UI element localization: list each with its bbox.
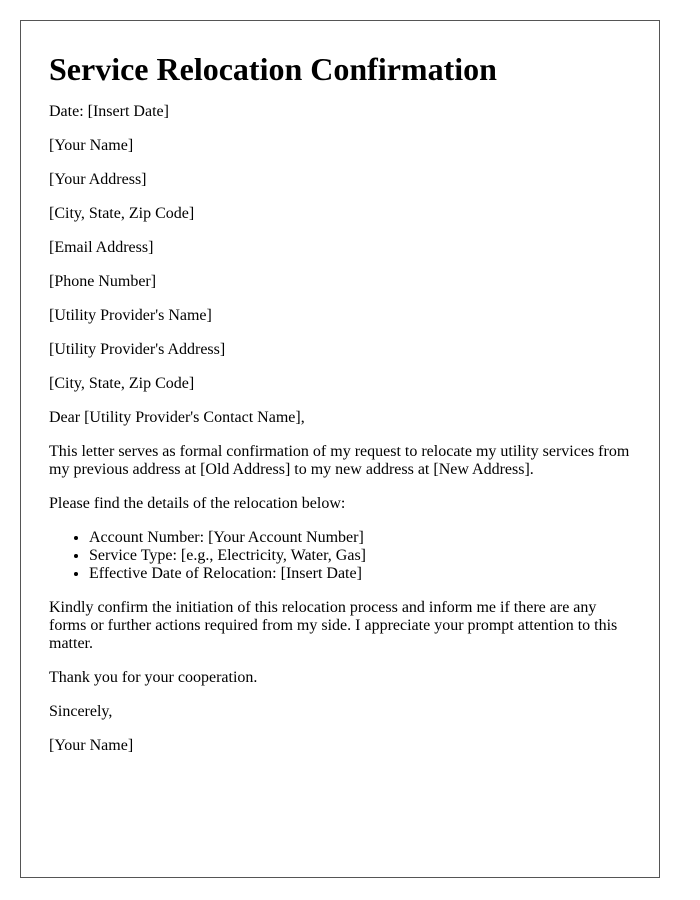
letter-title: Service Relocation Confirmation (49, 51, 497, 87)
signature-name: [Your Name] (49, 737, 134, 754)
sender-address: [Your Address] (49, 171, 147, 188)
sender-name: [Your Name] (49, 137, 134, 154)
salutation: Dear [Utility Provider's Contact Name], (49, 409, 305, 426)
recipient-provider-name: [Utility Provider's Name] (49, 307, 212, 324)
sender-phone: [Phone Number] (49, 273, 157, 290)
letter-page (20, 20, 660, 878)
details-intro: Please find the details of the relocation below: (49, 495, 346, 512)
list-item: • Account Number: [Your Account Number] (89, 529, 631, 547)
sender-email: [Email Address] (49, 239, 154, 256)
request-paragraph: Kindly confirm the initiation of this relocation process and inform me if there are any forms or further actions required from my side. I appreciate your prompt attention to this matter. (49, 599, 618, 652)
list-item: • Effective Date of Relocation: [Insert Date] (89, 565, 631, 583)
thanks-line: Thank you for your cooperation. (49, 669, 258, 686)
recipient-city-state-zip: [City, State, Zip Code] (49, 375, 195, 392)
intro-paragraph: This letter serves as formal confirmation of my request to relocate my utility services from my previous address at [Old Address] to my new address at [New Address]. (49, 443, 630, 478)
recipient-provider-address: [Utility Provider's Address] (49, 341, 226, 358)
sender-city-state-zip: [City, State, Zip Code] (49, 205, 195, 222)
date-line: Date: [Insert Date] (49, 103, 169, 120)
list-item: • Service Type: [e.g., Electricity, Water, Gas] (89, 547, 631, 565)
closing-line: Sincerely, (49, 703, 113, 720)
details-list (49, 529, 631, 583)
